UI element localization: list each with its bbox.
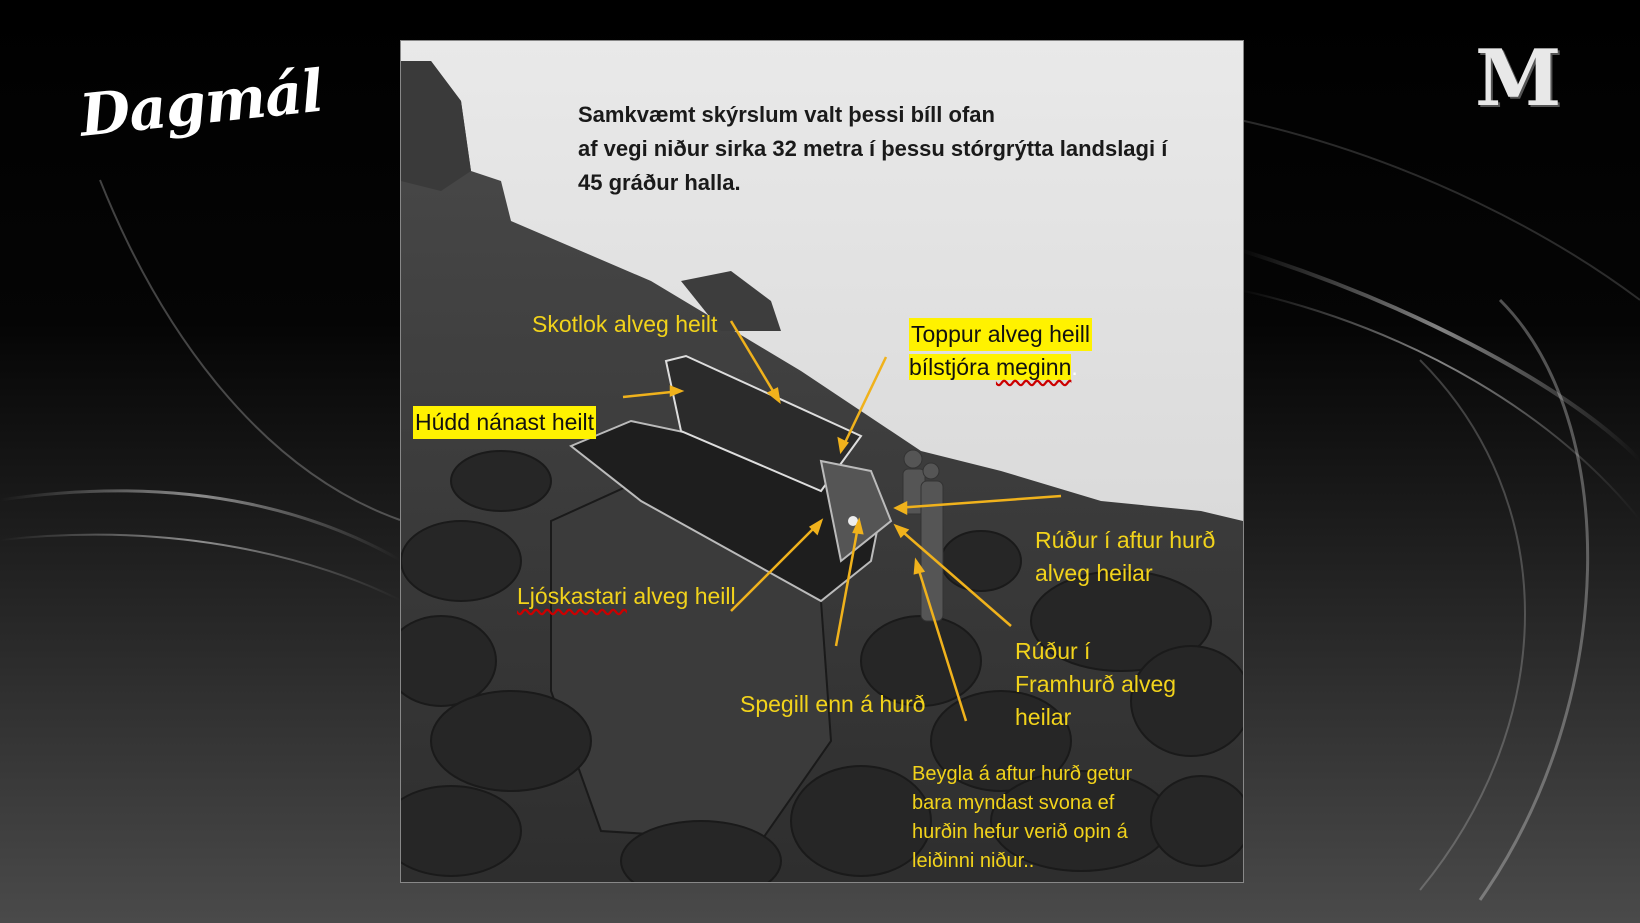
annotation-toppur-line2 <box>909 351 1078 384</box>
annotation-hudd: Húdd nánast heilt <box>413 406 596 439</box>
annotation-beygla-line1: Beygla á aftur hurð getur <box>912 763 1133 785</box>
annotation-ljoskastari <box>517 580 736 613</box>
annotation-rudur-fram-line3: heilar <box>1015 704 1072 730</box>
annotation-skotlok: Skotlok alveg heilt <box>532 311 718 337</box>
caption-line-1: Samkvæmt skýrslum valt þessi bíll ofan <box>578 102 995 127</box>
annotation-toppur-line2-c: . <box>1071 354 1078 380</box>
annotation-spegill: Spegill enn á hurð <box>740 691 926 717</box>
annotation-rudur-fram-line1: Rúður í <box>1015 638 1091 664</box>
annotation-rudur-fram-line2: Framhurð alveg <box>1015 671 1177 697</box>
annotation-ljoskastari-b: alveg heill <box>626 583 736 609</box>
photo-caption-title <box>578 98 1167 200</box>
annotation-beygla-line4: leiðinni niður.. <box>912 850 1035 872</box>
annotation-toppur-line2-a: bílstjóra <box>909 354 996 380</box>
annotation-ljoskastari-a: Ljóskastari <box>517 583 627 609</box>
dagmal-logo: Dagmál <box>76 56 326 150</box>
annotation-toppur-line2-b: meginn <box>995 354 1072 380</box>
annotation-toppur-line1: Toppur alveg heill <box>909 318 1092 351</box>
annotation-rudur-aftur-line2: alveg heilar <box>1035 560 1153 586</box>
annotation-beygla-line2: bara myndast svona ef <box>912 792 1115 814</box>
annotation-rudur-aftur-line1: Rúður í aftur hurð <box>1035 527 1216 553</box>
caption-line-3: 45 gráður halla. <box>578 170 741 195</box>
mbl-logo: M <box>1475 33 1562 124</box>
caption-line-2: af vegi niður sirka 32 metra í þessu stórgrýtta landslagi í <box>578 136 1168 161</box>
annotation-beygla-line3: hurðin hefur verið opin á <box>912 821 1128 843</box>
